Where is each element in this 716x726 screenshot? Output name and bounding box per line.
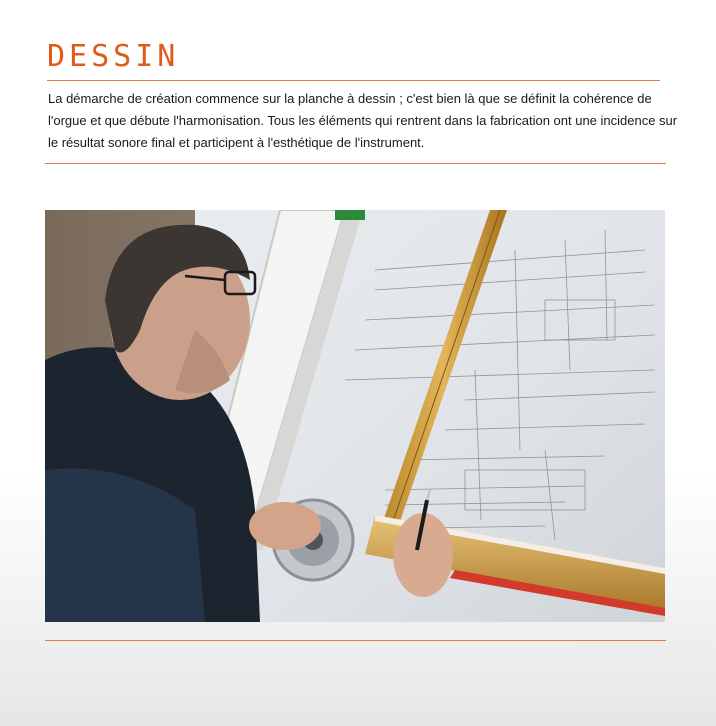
text-divider: [45, 163, 666, 164]
drafting-photo: [45, 210, 665, 622]
footer-divider: [45, 640, 666, 641]
footer-shadow: [575, 646, 670, 668]
title-divider: [47, 80, 660, 81]
page-title: DESSIN: [47, 39, 180, 74]
description-text: La démarche de création commence sur la planche à dessin ; c'est bien là que se définit la cohérence de l'orgue et que débute l'harmonisation. Tous les éléments qui rentrent dans la fabrication ont une incidence sur le résultat sonore final et participent à l'esthétique de l'instrument.: [48, 91, 678, 150]
